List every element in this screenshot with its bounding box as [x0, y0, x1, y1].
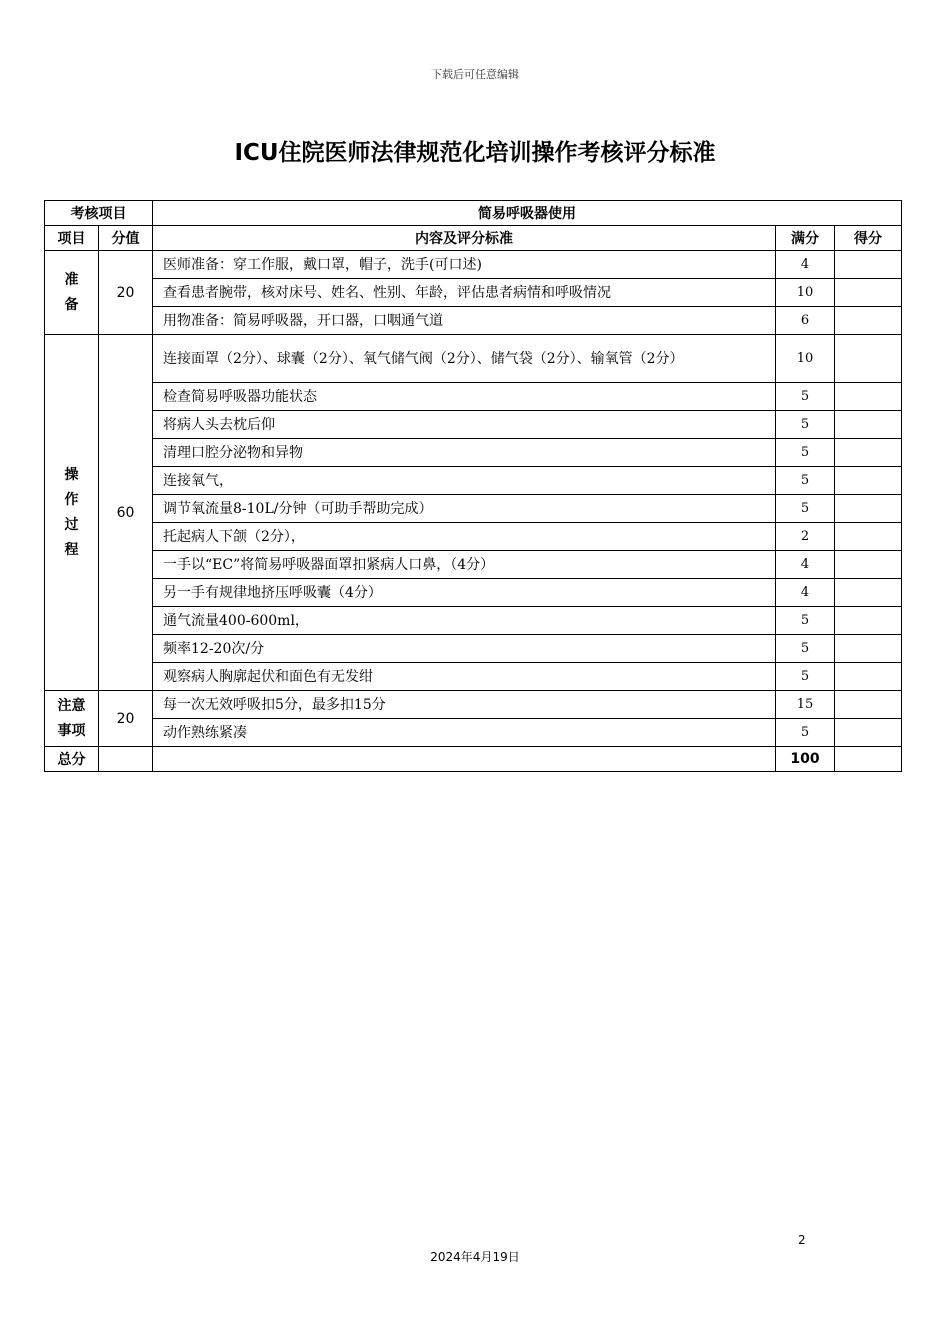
obtained-score-cell[interactable] — [835, 439, 902, 467]
table-row — [45, 307, 902, 335]
criteria-content: 另一手有规律地挤压呼吸囊（4分） — [153, 579, 776, 607]
header-item: 项目 — [45, 226, 99, 251]
obtained-score-cell[interactable] — [835, 635, 902, 663]
obtained-score-cell[interactable] — [835, 551, 902, 579]
criteria-content: 调节氧流量8-10L/分钟（可助手帮助完成） — [153, 495, 776, 523]
page-number: 2 — [798, 1233, 806, 1247]
table-row — [45, 495, 902, 523]
table-row — [45, 663, 902, 691]
exam-item-label: 考核项目 — [45, 201, 153, 226]
full-score-cell: 5 — [776, 663, 835, 691]
criteria-content: 连接氧气， — [153, 467, 776, 495]
criteria-content: 检查简易呼吸器功能状态 — [153, 383, 776, 411]
header-full-score: 满分 — [776, 226, 835, 251]
criteria-content: 一手以“EC”将简易呼吸器面罩扣紧病人口鼻，（4分） — [153, 551, 776, 579]
full-score-cell: 5 — [776, 635, 835, 663]
header-points: 分值 — [99, 226, 153, 251]
table-row — [45, 551, 902, 579]
table-row — [45, 607, 902, 635]
table-row — [45, 439, 902, 467]
full-score-cell: 4 — [776, 551, 835, 579]
table-row — [45, 719, 902, 747]
obtained-score-cell[interactable] — [835, 383, 902, 411]
section-category: 准 备 — [45, 251, 99, 335]
total-obtained-cell[interactable] — [835, 747, 902, 772]
section-points: 60 — [99, 335, 153, 691]
table-row — [45, 279, 902, 307]
criteria-content: 连接面罩（2分）、球囊（2分）、氧气储气阀（2分）、储气袋（2分）、输氧管（2分） — [153, 335, 776, 383]
full-score-cell: 10 — [776, 279, 835, 307]
criteria-content: 医师准备：穿工作服，戴口罩，帽子，洗手(可口述) — [153, 251, 776, 279]
page-title: ICU住院医师法律规范化培训操作考核评分标准 — [234, 140, 716, 166]
criteria-content: 清理口腔分泌物和异物 — [153, 439, 776, 467]
obtained-score-cell[interactable] — [835, 467, 902, 495]
criteria-content: 频率12-20次/分 — [153, 635, 776, 663]
obtained-score-cell[interactable] — [835, 251, 902, 279]
criteria-content: 通气流量400-600ml， — [153, 607, 776, 635]
table-row — [45, 335, 902, 383]
header-score: 得分 — [835, 226, 902, 251]
obtained-score-cell[interactable] — [835, 335, 902, 383]
criteria-content: 查看患者腕带，核对床号、姓名、性别、年龄，评估患者病情和呼吸情况 — [153, 279, 776, 307]
full-score-cell: 10 — [776, 335, 835, 383]
full-score-cell: 2 — [776, 523, 835, 551]
obtained-score-cell[interactable] — [835, 579, 902, 607]
obtained-score-cell[interactable] — [835, 691, 902, 719]
full-score-cell: 5 — [776, 495, 835, 523]
full-score-cell: 5 — [776, 383, 835, 411]
table-row — [45, 383, 902, 411]
total-content-cell — [153, 747, 776, 772]
header-content: 内容及评分标准 — [153, 226, 776, 251]
obtained-score-cell[interactable] — [835, 279, 902, 307]
section-category: 操 作 过 程 — [45, 335, 99, 691]
full-score-cell: 6 — [776, 307, 835, 335]
table-row — [45, 411, 902, 439]
criteria-content: 托起病人下颌（2分）， — [153, 523, 776, 551]
obtained-score-cell[interactable] — [835, 495, 902, 523]
table-row — [45, 691, 902, 719]
criteria-content: 将病人头去枕后仰 — [153, 411, 776, 439]
obtained-score-cell[interactable] — [835, 411, 902, 439]
full-score-cell: 15 — [776, 691, 835, 719]
obtained-score-cell[interactable] — [835, 719, 902, 747]
section-category: 注意 事项 — [45, 691, 99, 747]
section-points: 20 — [99, 251, 153, 335]
table-row — [45, 467, 902, 495]
table-row — [45, 251, 902, 279]
total-score: 100 — [776, 747, 835, 772]
full-score-cell: 5 — [776, 467, 835, 495]
full-score-cell: 5 — [776, 439, 835, 467]
total-points-cell — [99, 747, 153, 772]
obtained-score-cell[interactable] — [835, 523, 902, 551]
obtained-score-cell[interactable] — [835, 607, 902, 635]
header-note: 下载后可任意编辑 — [431, 68, 519, 81]
full-score-cell: 4 — [776, 579, 835, 607]
criteria-content: 每一次无效呼吸扣5分，最多扣15分 — [153, 691, 776, 719]
table-row — [45, 523, 902, 551]
full-score-cell: 4 — [776, 251, 835, 279]
total-row — [45, 747, 902, 772]
full-score-cell: 5 — [776, 411, 835, 439]
section-points: 20 — [99, 691, 153, 747]
exam-item-value: 简易呼吸器使用 — [153, 201, 902, 226]
criteria-content: 观察病人胸廓起伏和面色有无发绀 — [153, 663, 776, 691]
total-label: 总分 — [45, 747, 99, 772]
full-score-cell: 5 — [776, 719, 835, 747]
footer-date: 2024年4月19日 — [430, 1250, 520, 1264]
table-row — [45, 635, 902, 663]
obtained-score-cell[interactable] — [835, 307, 902, 335]
scoring-table — [44, 200, 902, 772]
criteria-content: 动作熟练紧凑 — [153, 719, 776, 747]
criteria-content: 用物准备：简易呼吸器，开口器，口咽通气道 — [153, 307, 776, 335]
obtained-score-cell[interactable] — [835, 663, 902, 691]
table-row — [45, 579, 902, 607]
full-score-cell: 5 — [776, 607, 835, 635]
